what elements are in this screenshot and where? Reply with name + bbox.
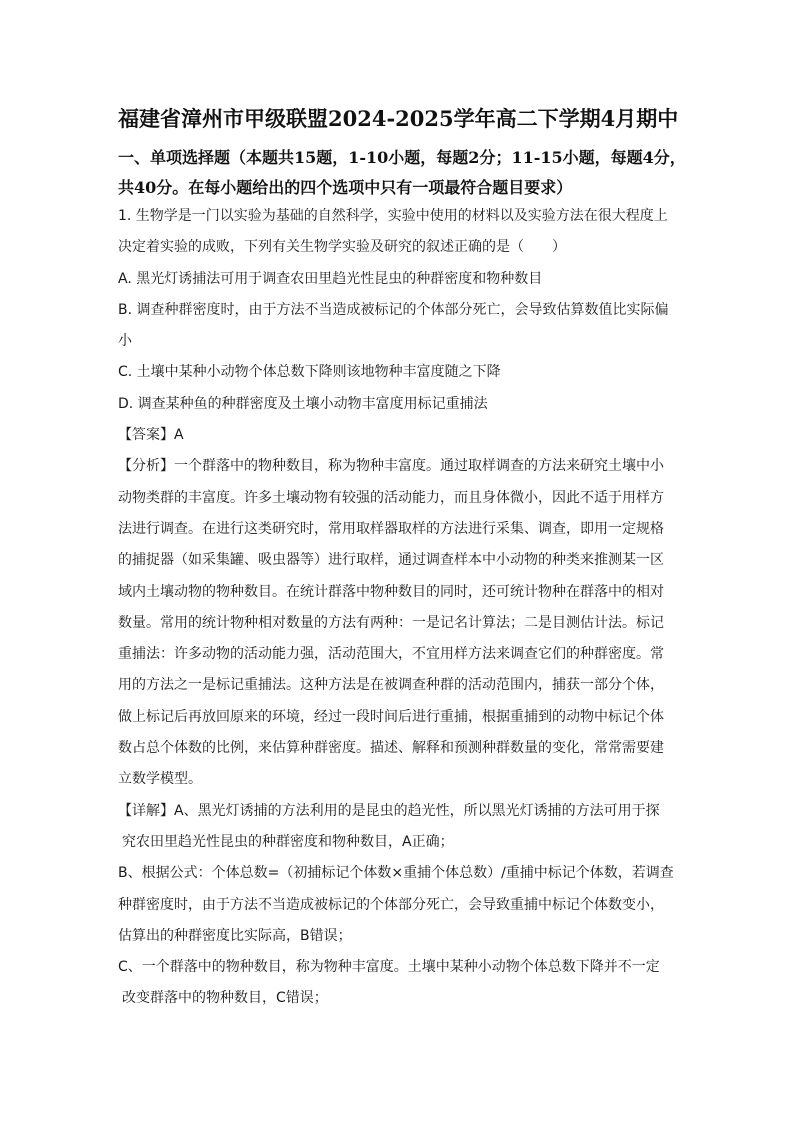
question-stem-line-2: 决定着实验的成败，下列有关生物学实验及研究的叙述正确的是（ ） — [118, 239, 566, 256]
section-heading-line-1: 一、单项选择题（本题共15题，1-10小题，每题2分；11-15小题，每题4分， — [118, 148, 686, 167]
answer-label: 【答案】 — [118, 427, 174, 444]
detail-b-line-1: B、根据公式：个体总数=（初捕标记个体数×重捕个体总数）/重捕中标记个体数，若调查 — [118, 865, 674, 882]
analysis-line-6: 数量。常用的统计物种相对数量的方法有两种：一是记名计算法；二是目测估计法。标记 — [118, 614, 664, 631]
option-c: C. 土壤中某种小动物个体总数下降则该地物种丰富度随之下降 — [118, 364, 501, 381]
analysis-line-1 — [118, 451, 698, 482]
answer-value: A — [174, 427, 184, 444]
detail-label: 【详解】 — [118, 802, 174, 819]
analysis-line-7: 重捕法：许多动物的活动能力强，活动范围大，不宜用样方法来调查它们的种群密度。常 — [118, 646, 664, 663]
detail-a-line-2: 究农田里趋光性昆虫的种群密度和物种数目，A正确； — [122, 833, 454, 850]
detail-a-text: A、黑光灯诱捕的方法利用的是昆虫的趋光性，所以黑光灯诱捕的方法可用于探 — [174, 802, 660, 819]
option-a: A. 黑光灯诱捕法可用于调查农田里趋光性昆虫的种群密度和物种数目 — [118, 270, 543, 287]
answer-line — [118, 420, 698, 451]
analysis-text: 一个群落中的物种数目，称为物种丰富度。通过取样调查的方法来研究土壤中小 — [174, 458, 664, 475]
option-b-line-2: 小 — [118, 333, 132, 350]
analysis-line-10: 数占总个体数的比例，来估算种群密度。描述、解释和预测种群数量的变化，常常需要建 — [118, 740, 664, 757]
analysis-line-4: 的捕捉器（如采集罐、吸虫器等）进行取样，通过调查样本中小动物的种类来推测某一区 — [118, 552, 664, 569]
analysis-line-2: 动物类群的丰富度。许多土壤动物有较强的活动能力，而且身体微小，因此不适于用样方 — [118, 489, 664, 506]
detail-b-line-3: 估算出的种群密度比实际高，B错误； — [118, 927, 352, 944]
section-heading — [118, 143, 698, 203]
option-b-line-1: B. 调查种群密度时，由于方法不当造成被标记的个体部分死亡，会导致估算数值比实际偏 — [118, 301, 669, 318]
analysis-line-3: 法进行调查。在进行这类研究时，常用取样器取样的方法进行采集、调查，即用一定规格 — [118, 520, 664, 537]
analysis-line-11: 立数学模型。 — [118, 771, 202, 788]
section-heading-line-2: 共40分。在每小题给出的四个选项中只有一项最符合题目要求） — [118, 178, 573, 197]
question-body — [118, 201, 698, 1015]
analysis-line-5: 域内土壤动物的物种数目。在统计群落中物种数目的同时，还可统计物种在群落中的相对 — [118, 583, 664, 600]
analysis-line-9: 做上标记后再放回原来的环境，经过一段时间后进行重捕，根据重捕到的动物中标记个体 — [118, 708, 664, 725]
detail-a-line-1 — [118, 796, 698, 827]
option-d: D. 调查某种鱼的种群密度及土壤小动物丰富度用标记重捕法 — [118, 395, 488, 412]
page-title: 福建省漳州市甲级联盟2024-2025学年高二下学期4月期中 — [118, 106, 679, 131]
detail-c-line-1: C、一个群落中的物种数目，称为物种丰富度。土壤中某种小动物个体总数下降并不一定 — [118, 959, 660, 976]
detail-c-line-2: 改变群落中的物种数目，C错误； — [122, 990, 328, 1007]
analysis-line-8: 用的方法之一是标记重捕法。这种方法是在被调查种群的活动范围内，捕获一部分个体， — [118, 677, 664, 694]
detail-b-line-2: 种群密度时，由于方法不当造成被标记的个体部分死亡，会导致重捕中标记个体数变小， — [118, 896, 664, 913]
analysis-label: 【分析】 — [118, 458, 174, 475]
question-stem-line-1: 1. 生物学是一门以实验为基础的自然科学，实验中使用的材料以及实验方法在很大程度上 — [118, 208, 668, 224]
